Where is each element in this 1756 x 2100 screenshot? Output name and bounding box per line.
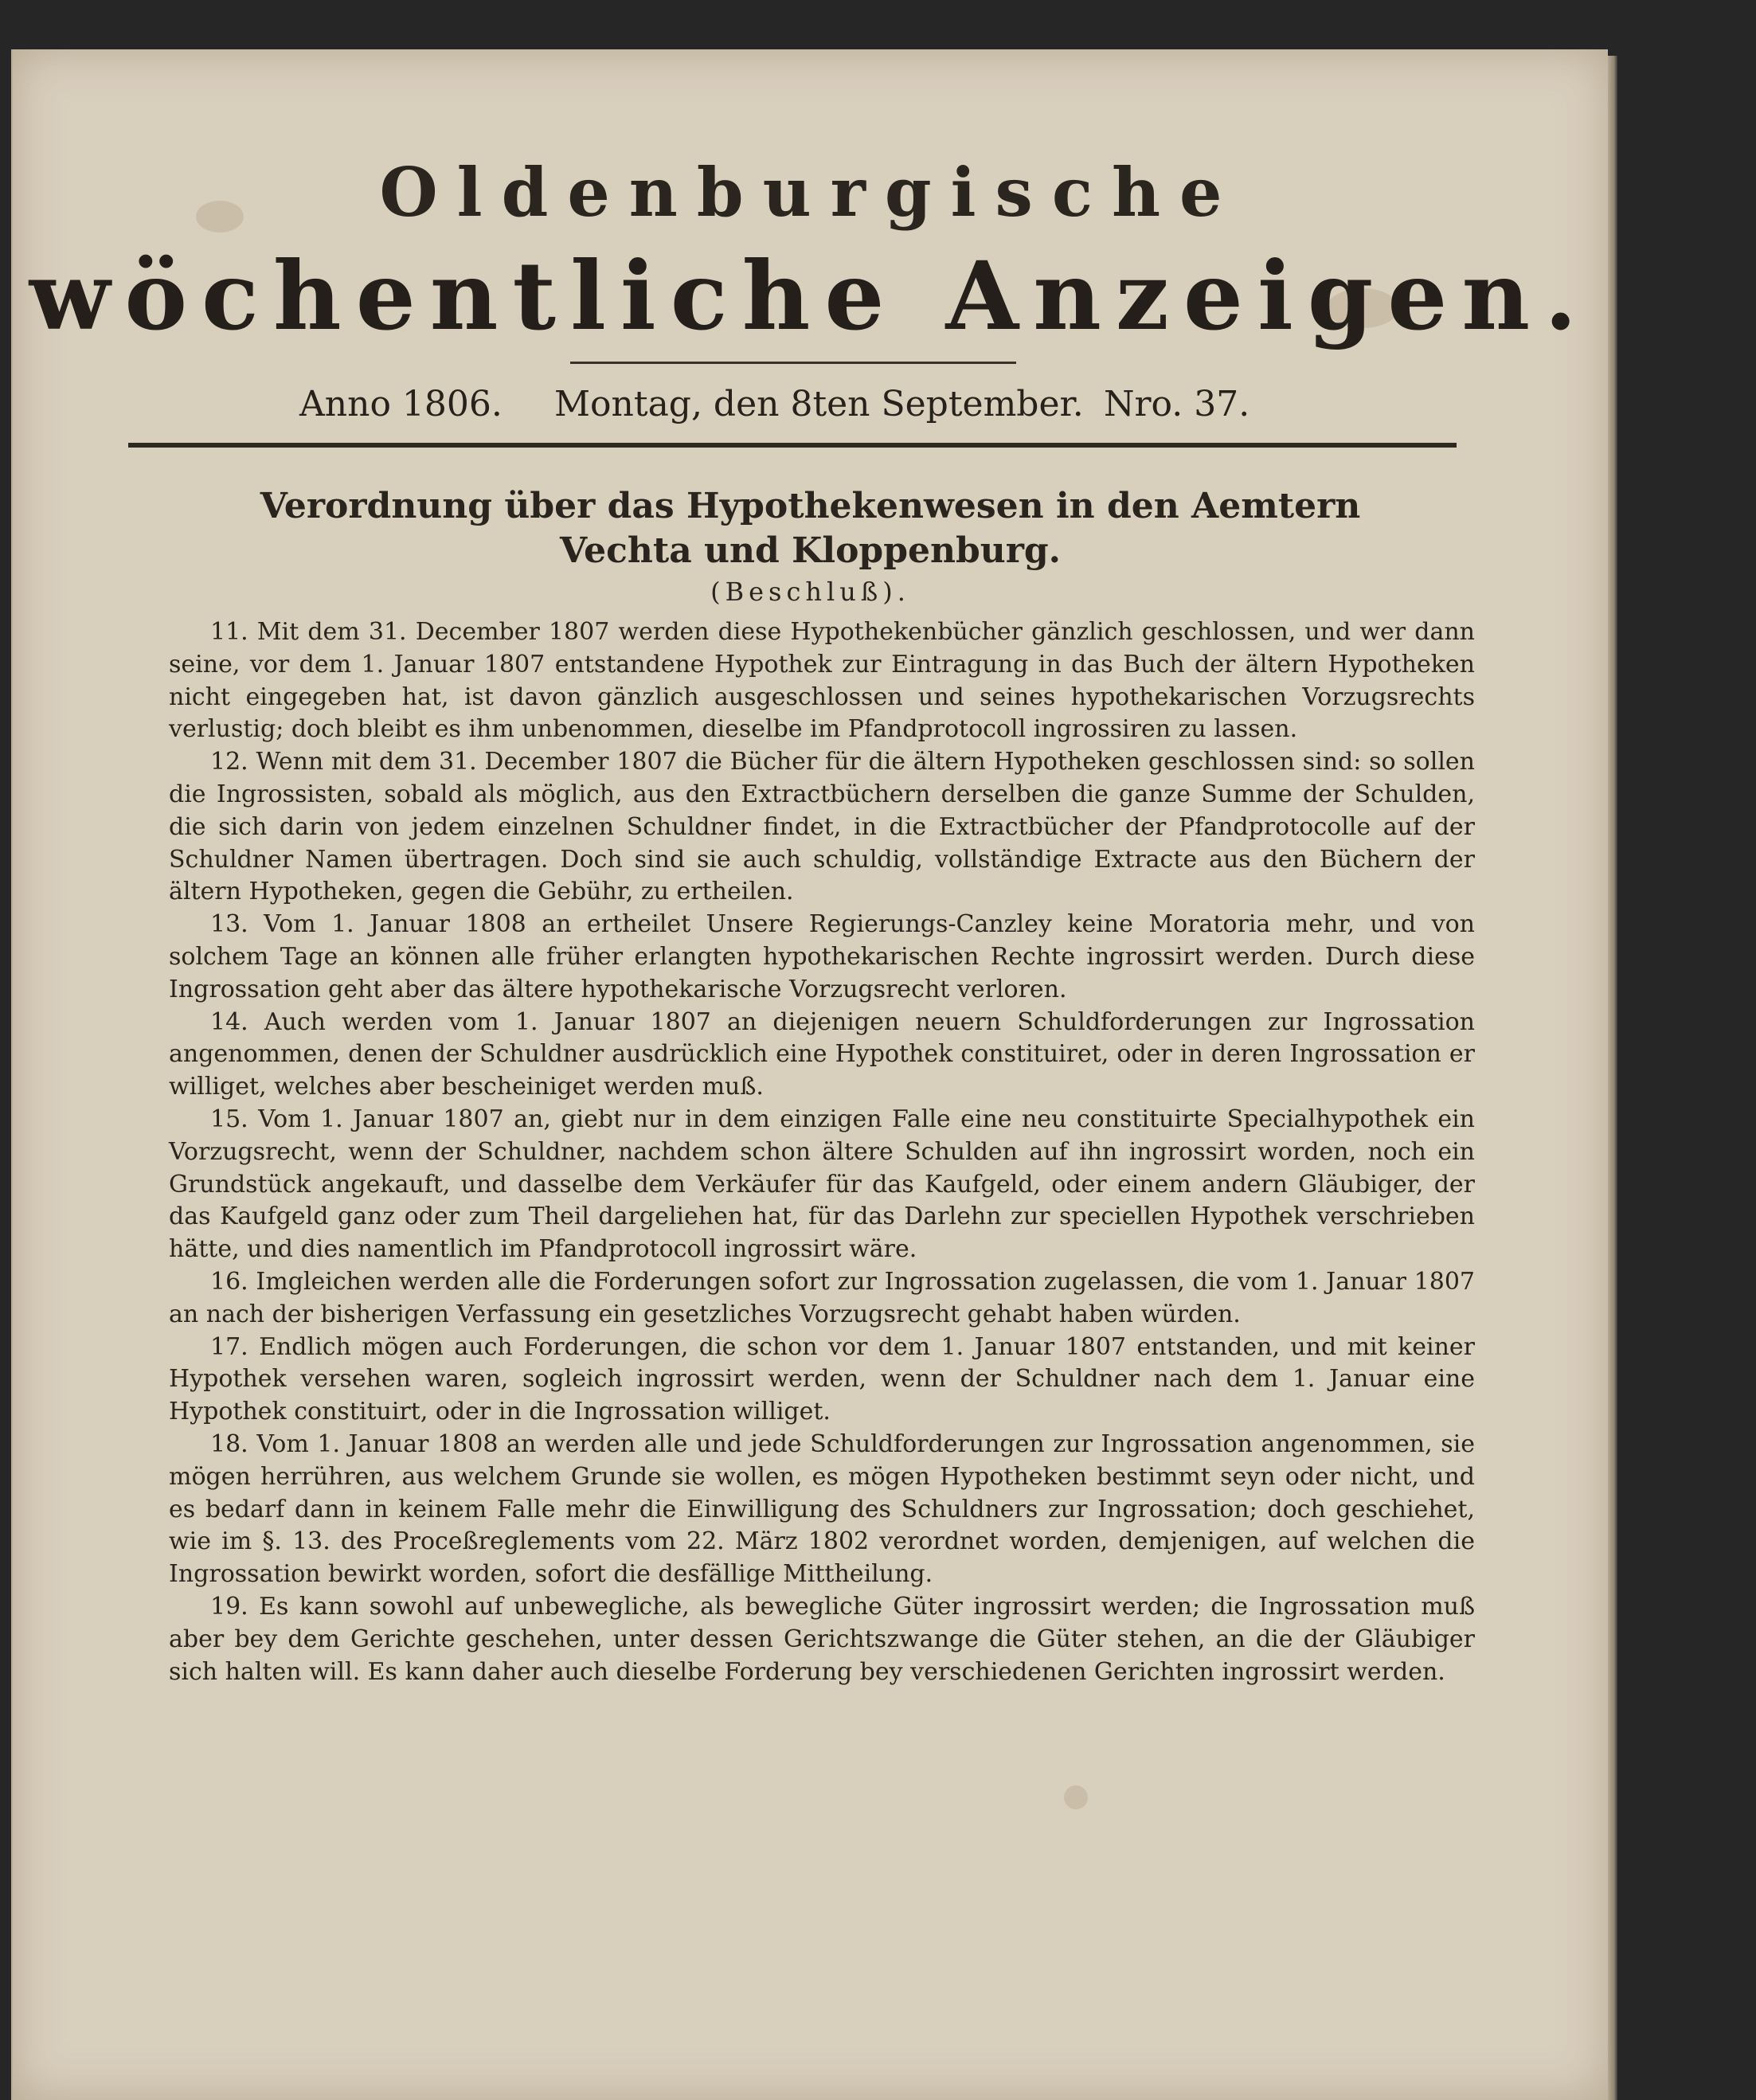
paragraph-14: 14. Auch werden vom 1. Januar 1807 an diejenigen neuern Schuldforderungen zur Ingrossation angenommen, denen der Schuldner ausdrücklich eine Hypothek constituiret, oder in deren Ingrossation er williget, welches aber bescheiniget werden muß. xyxy=(169,1007,1475,1101)
article-title-line-1: Verordnung über das Hypothekenwesen in den Aemtern xyxy=(260,486,1361,526)
paragraph-15: 15. Vom 1. Januar 1807 an, giebt nur in dem einzigen Falle eine neu constituirte Specialhypothek ein Vorzugsrecht, wenn der Schuldner, nachdem schon ältere Schulden auf ihn ingrossirt worden, noch ein Grundstück angekauft, und dasselbe dem Verkäufer für das Kaufgeld, oder einem andern Gläubiger, der das Kaufgeld ganz oder zum Theil dargeliehen hat, für das Darlehn zur speciellen Hypothek verschrieben hätte, und dies namentlich im Pfandprotocoll ingrossirt wäre. xyxy=(169,1105,1475,1264)
article-subtitle: (Beschluß). xyxy=(710,577,910,607)
masthead-rule xyxy=(570,362,1016,364)
paragraph-12: 12. Wenn mit dem 31. December 1807 die Bücher für die ältern Hypotheken geschlossen sind: so sollen die Ingrossisten, sobald als möglich, aus den Extractbüchern derselben die ganze Summe der Schulden, die sich darin von jedem einzelnen Schuldner findet, in die Extractbücher der Pfandprotocolle auf der Schuldner Namen übertragen. Doch sind sie auch schuldig, vollständige Extracte aus den Büchern der ältern Hypotheken, gegen die Gebühr, zu ertheilen. xyxy=(169,748,1475,906)
paper-stain xyxy=(1064,1785,1088,1809)
paragraph-13: 13. Vom 1. Januar 1808 an ertheilet Unsere Regierungs-Canzley keine Moratoria mehr, und von solchem Tage an können alle früher erlangten hypothekarischen Rechte ingrossirt werden. Durch diese Ingrossation geht aber das ältere hypothekarische Vorzugsrecht verloren. xyxy=(169,910,1475,1003)
paragraph-18: 18. Vom 1. Januar 1808 an werden alle und jede Schuldforderungen zur Ingrossation angenommen, sie mögen herrühren, aus welchem Grunde sie wollen, es mögen Hypotheken bestimmt seyn oder nicht, und es bedarf dann in keinem Falle mehr die Einwilligung des Schuldners zur Ingrossation; doch geschiehet, wie im §. 13. des Proceßreglements vom 22. März 1802 verordnet worden, demjenigen, auf welchen die Ingrossation bewirkt worden, sofort die desfällige Mittheilung. xyxy=(169,1429,1475,1589)
page-edge xyxy=(1606,56,1617,2100)
article-title-line-2: Vechta und Kloppenburg. xyxy=(560,530,1061,571)
dateline xyxy=(299,384,1335,432)
newspaper-page xyxy=(11,49,1608,2100)
paragraph-17: 17. Endlich mögen auch Forderungen, die schon vor dem 1. Januar 1807 entstanden, und mit keiner Hypothek versehen waren, sogleich ingrossirt werden, wenn der Schuldner nach dem 1. Januar eine Hypothek constituirt, oder in die Ingrossation williget. xyxy=(169,1332,1475,1426)
header-rule xyxy=(128,443,1457,448)
masthead-line-2: wöchentliche Anzeigen. xyxy=(29,241,1592,351)
paragraph-16: 16. Imgleichen werden alle die Forderungen sofort zur Ingrossation zugelassen, die vom 1. Januar 1807 an nach der bisherigen Verfassung ein gesetzliches Vorzugsrecht gehabt haben würden. xyxy=(169,1267,1475,1328)
dateline-date: Montag, den 8ten September. xyxy=(554,384,1084,424)
dateline-issue-number: Nro. 37. xyxy=(1104,384,1250,424)
article-body xyxy=(169,616,1475,1688)
masthead-line-1: Oldenburgische xyxy=(379,153,1242,232)
dateline-year: Anno 1806. xyxy=(299,384,503,424)
paragraph-19: 19. Es kann sowohl auf unbewegliche, als bewegliche Güter ingrossirt werden; die Ingrossation muß aber bey dem Gerichte geschehen, unter dessen Gerichtszwange die Güter stehen, an die der Gläubiger sich halten will. Es kann daher auch dieselbe Forderung bey verschiedenen Gerichten ingrossirt werden. xyxy=(169,1592,1475,1686)
paragraph-11: 11. Mit dem 31. December 1807 werden diese Hypothekenbücher gänzlich geschlossen, und wer dann seine, vor dem 1. Januar 1807 entstandene Hypothek zur Eintragung in das Buch der ältern Hypotheken nicht eingegeben hat, ist davon gänzlich ausgeschlossen und seines hypothekarischen Vorzugsrechts verlustig; doch bleibt es ihm unbenommen, dieselbe im Pfandprotocoll ingrossiren zu lassen. xyxy=(169,618,1475,744)
